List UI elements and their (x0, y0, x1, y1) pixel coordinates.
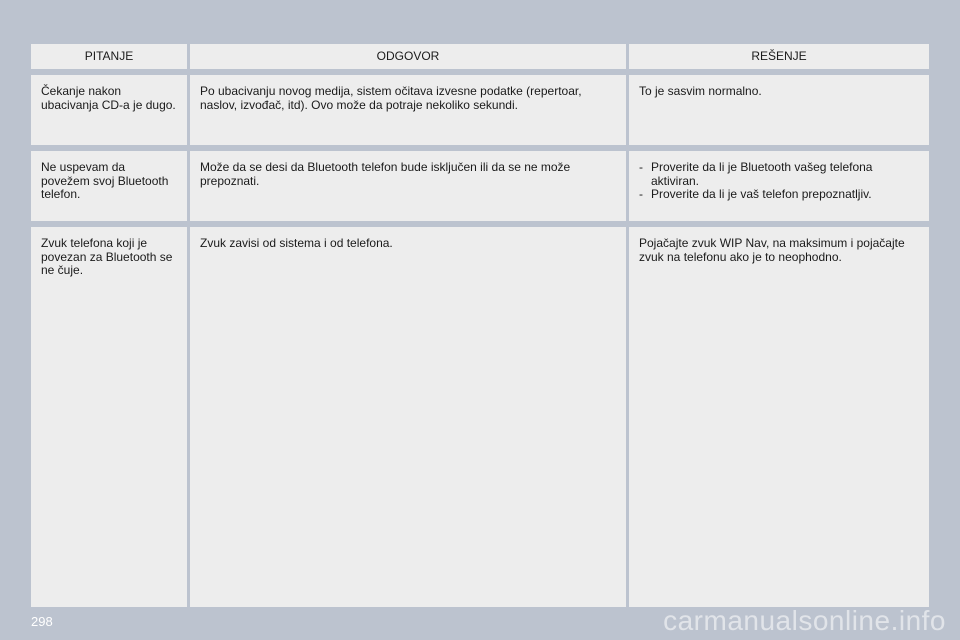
solution-cell: Pojačajte zvuk WIP Nav, na maksimum i pojačajte zvuk na telefonu ako je to neophodno. (629, 227, 929, 607)
answer-cell: Može da se desi da Bluetooth telefon bude isključen ili da se ne može prepoznati. (190, 151, 626, 221)
header-question: PITANJE (31, 44, 187, 69)
answer-cell: Zvuk zavisi od sistema i od telefona. (190, 227, 626, 607)
table-row (31, 227, 929, 607)
table-row (31, 151, 929, 221)
solution-cell (629, 151, 929, 221)
table-row (31, 75, 929, 145)
page-number: 298 (31, 614, 53, 629)
header-solution: REŠENJE (629, 44, 929, 69)
question-cell: Ne uspevam da povežem svoj Bluetooth telefon. (31, 151, 187, 221)
solution-list-item: - Proverite da li je Bluetooth vašeg telefona aktiviran. (639, 161, 919, 188)
solution-list-item: - Proverite da li je vaš telefon prepoznatljiv. (639, 188, 919, 202)
question-cell: Čekanje nakon ubacivanja CD-a je dugo. (31, 75, 187, 145)
table-header (31, 44, 929, 69)
watermark: carmanualsonline.info (663, 605, 946, 636)
solution-cell: To je sasvim normalno. (629, 75, 929, 145)
solution-list (639, 161, 919, 202)
question-cell: Zvuk telefona koji je povezan za Bluetooth se ne čuje. (31, 227, 187, 607)
header-answer: ODGOVOR (190, 44, 626, 69)
answer-cell: Po ubacivanju novog medija, sistem očitava izvesne podatke (repertoar, naslov, izvođač, itd). Ovo može da potraje nekoliko sekundi. (190, 75, 626, 145)
